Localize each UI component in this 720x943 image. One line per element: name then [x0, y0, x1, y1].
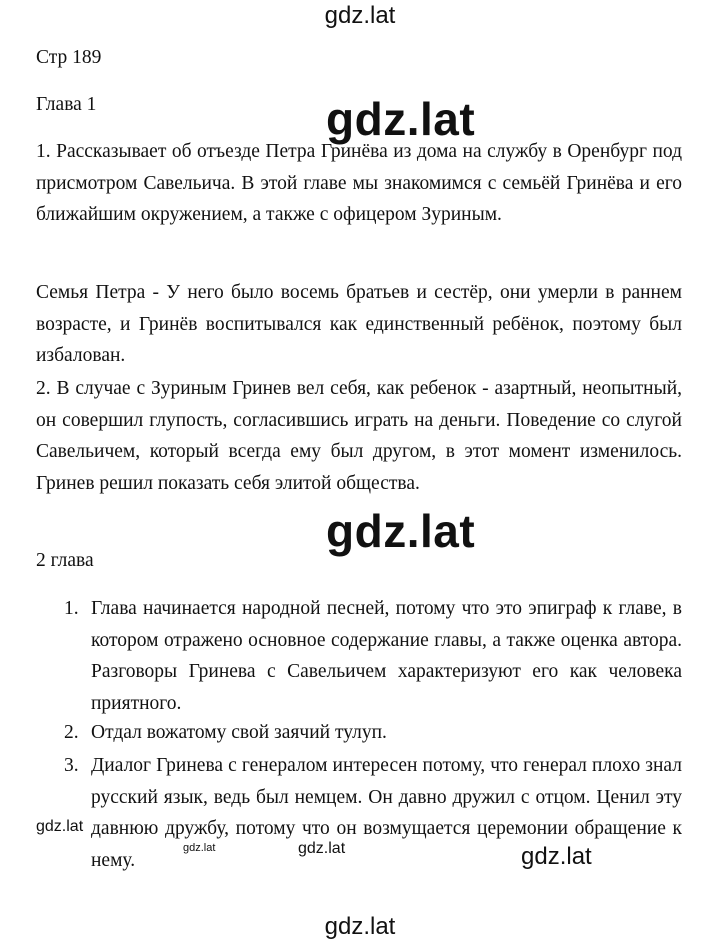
chapter-1-paragraph-1: 1. Рассказывает об отъезде Петра Гринёва из дома на службу в Оренбург под присмотром Савельича. В этой главе мы знакомимся с семьёй Гринёва и его ближайшим окружением, а также с офицером Зуриным.	[36, 141, 682, 225]
watermark-large-1: gdz.lat	[326, 93, 476, 145]
watermark-large-2: gdz.lat	[326, 505, 476, 557]
watermark-tiny-1: gdz.lat	[183, 842, 216, 854]
chapter-2-list	[36, 0, 682, 943]
watermark-bottom: gdz.lat	[324, 913, 396, 940]
list-item-text: Глава начинается народной песней, потому что это эпиграф к главе, в котором отражено основное содержание главы, а также оценка автора. Разговоры Гринева с Савельичем характеризуют его как человека приятного.	[91, 598, 682, 714]
chapter-1-title: Глава 1	[36, 94, 97, 115]
watermark-left: gdz.lat	[36, 818, 84, 835]
list-item	[36, 593, 682, 719]
list-item-number: 2.	[64, 722, 79, 743]
list-item-text: Отдал вожатому свой заячий тулуп.	[91, 722, 387, 743]
watermark-top: gdz.lat	[324, 2, 396, 29]
chapter-2-title: 2 глава	[36, 550, 94, 571]
page-label: Стр 189	[36, 47, 102, 68]
watermark-right: gdz.lat	[521, 843, 592, 870]
list-item-text: Диалог Гринева с генералом интересен потому, что генерал плохо знал русский язык, ведь был немцем. Он давно дружил с отцом. Ценил эту давнюю дружбу, потому что он возмущается церемонии обращение к нему.	[91, 755, 682, 871]
list-item	[36, 717, 682, 749]
chapter-1-paragraph-2: 2. В случае с Зуриным Гринев вел себя, как ребенок - азартный, неопытный, он совершил глупость, согласившись играть на деньги. Поведение со слугой Савельичем, который всегда ему был другом, в этот момент изменилось. Гринев решил показать себя элитой общества.	[36, 378, 682, 494]
chapter-1-paragraph-family: Семья Петра - У него было восемь братьев и сестёр, они умерли в раннем возрасте, и Гринёв воспитывался как единственный ребёнок, поэтому был избалован.	[36, 282, 682, 366]
watermark-tiny-2: gdz.lat	[298, 840, 346, 857]
list-item	[36, 750, 682, 876]
list-item-number: 3.	[64, 755, 79, 776]
list-item-number: 1.	[64, 598, 79, 619]
